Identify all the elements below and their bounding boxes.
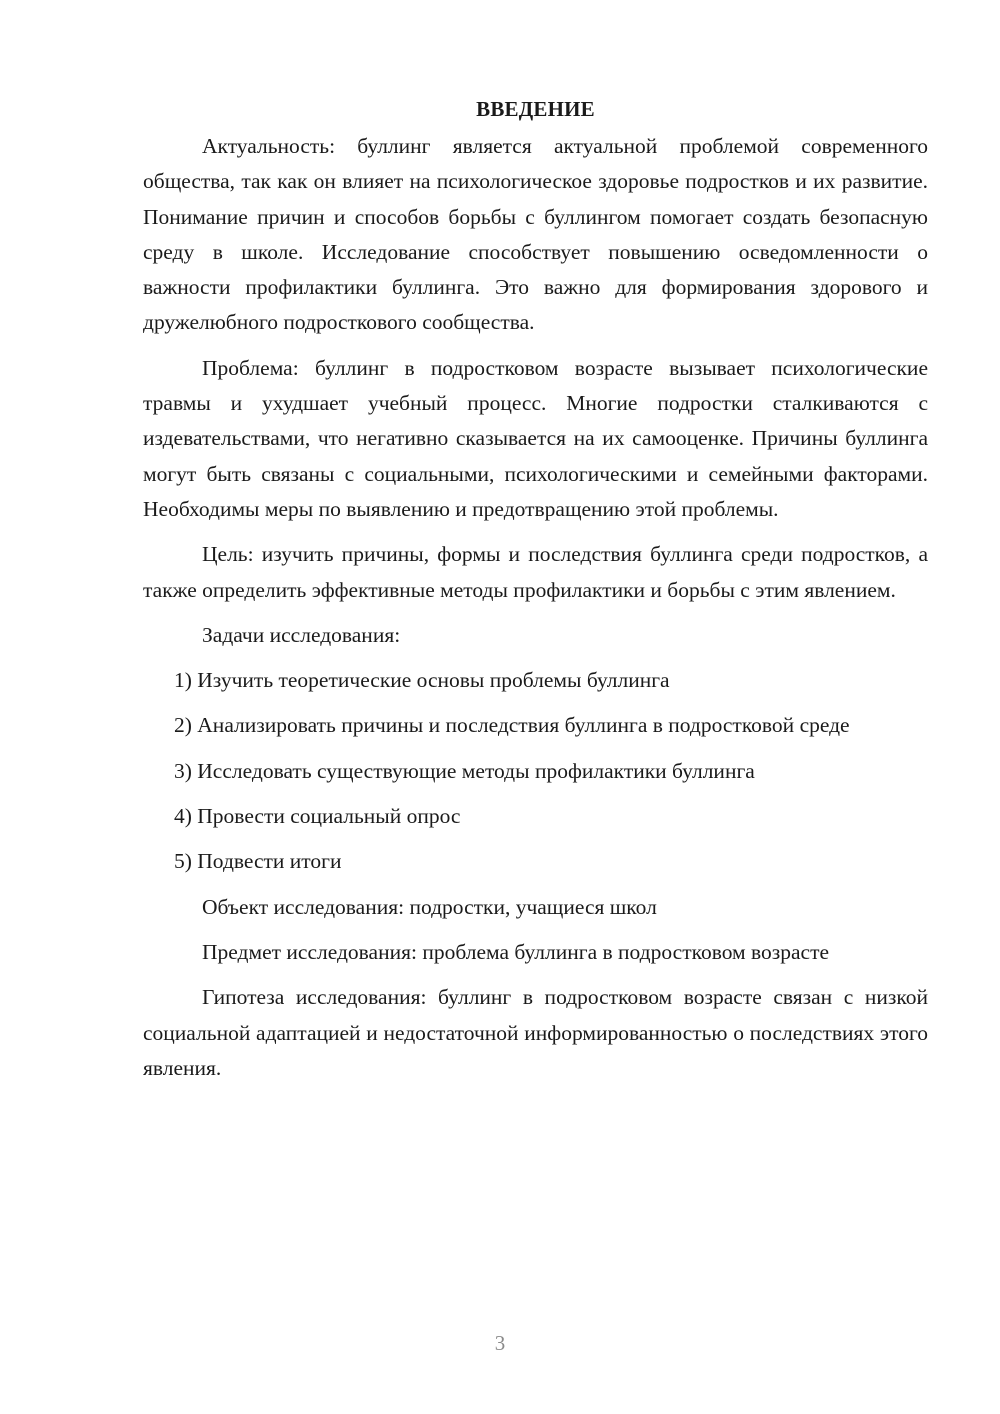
problem-paragraph: Проблема: буллинг в подростковом возрасте вызывает психологические травмы и ухудшает учебный процесс. Многие подростки сталкиваются с издевательствами, что негативно сказывается на их самооценке. Причины буллинга могут быть связаны с социальными, психологическими и семейными факторами. Необходимы меры по выявлению и предотвращению этой проблемы. [143, 355, 928, 521]
goal-paragraph: Цель: изучить причины, формы и последствия буллинга среди подростков, а также определить эффективные методы профилактики и борьбы с этим явлением. [143, 542, 928, 602]
hypothesis-paragraph: Гипотеза исследования: буллинг в подростковом возрасте связан с низкой социальной адаптацией и недостаточной информированностью о последствиях этого явления. [143, 985, 928, 1080]
object-paragraph: Объект исследования: подростки, учащиеся школ [202, 894, 657, 919]
subject-paragraph: Предмет исследования: проблема буллинга в подростковом возрасте [202, 939, 830, 964]
relevance-paragraph: Актуальность: буллинг является актуальной проблемой современного общества, так как он влияет на психологическое здоровье подростков и их развитие. Понимание причин и способов борьбы с буллингом помогает создать безопасную среду в школе. Исследование способствует повышению осведомленности о важности профилактики буллинга. Это важно для формирования здорового и дружелюбного подросткового сообщества. [143, 134, 928, 335]
task-item: 1) Изучить теоретические основы проблемы буллинга [174, 668, 670, 693]
task-item: 2) Анализировать причины и последствия буллинга в подростковой среде [174, 713, 850, 738]
task-item: 5) Подвести итоги [174, 849, 342, 874]
page-number: 3 [494, 1331, 506, 1355]
task-item: 3) Исследовать существующие методы профилактики буллинга [174, 758, 755, 783]
document-page [143, 92, 928, 1096]
task-item: 4) Провести социальный опрос [174, 804, 461, 829]
tasks-title: Задачи исследования: [202, 622, 401, 647]
page-title: ВВЕДЕНИЕ [476, 97, 595, 121]
tasks-list [143, 663, 928, 879]
